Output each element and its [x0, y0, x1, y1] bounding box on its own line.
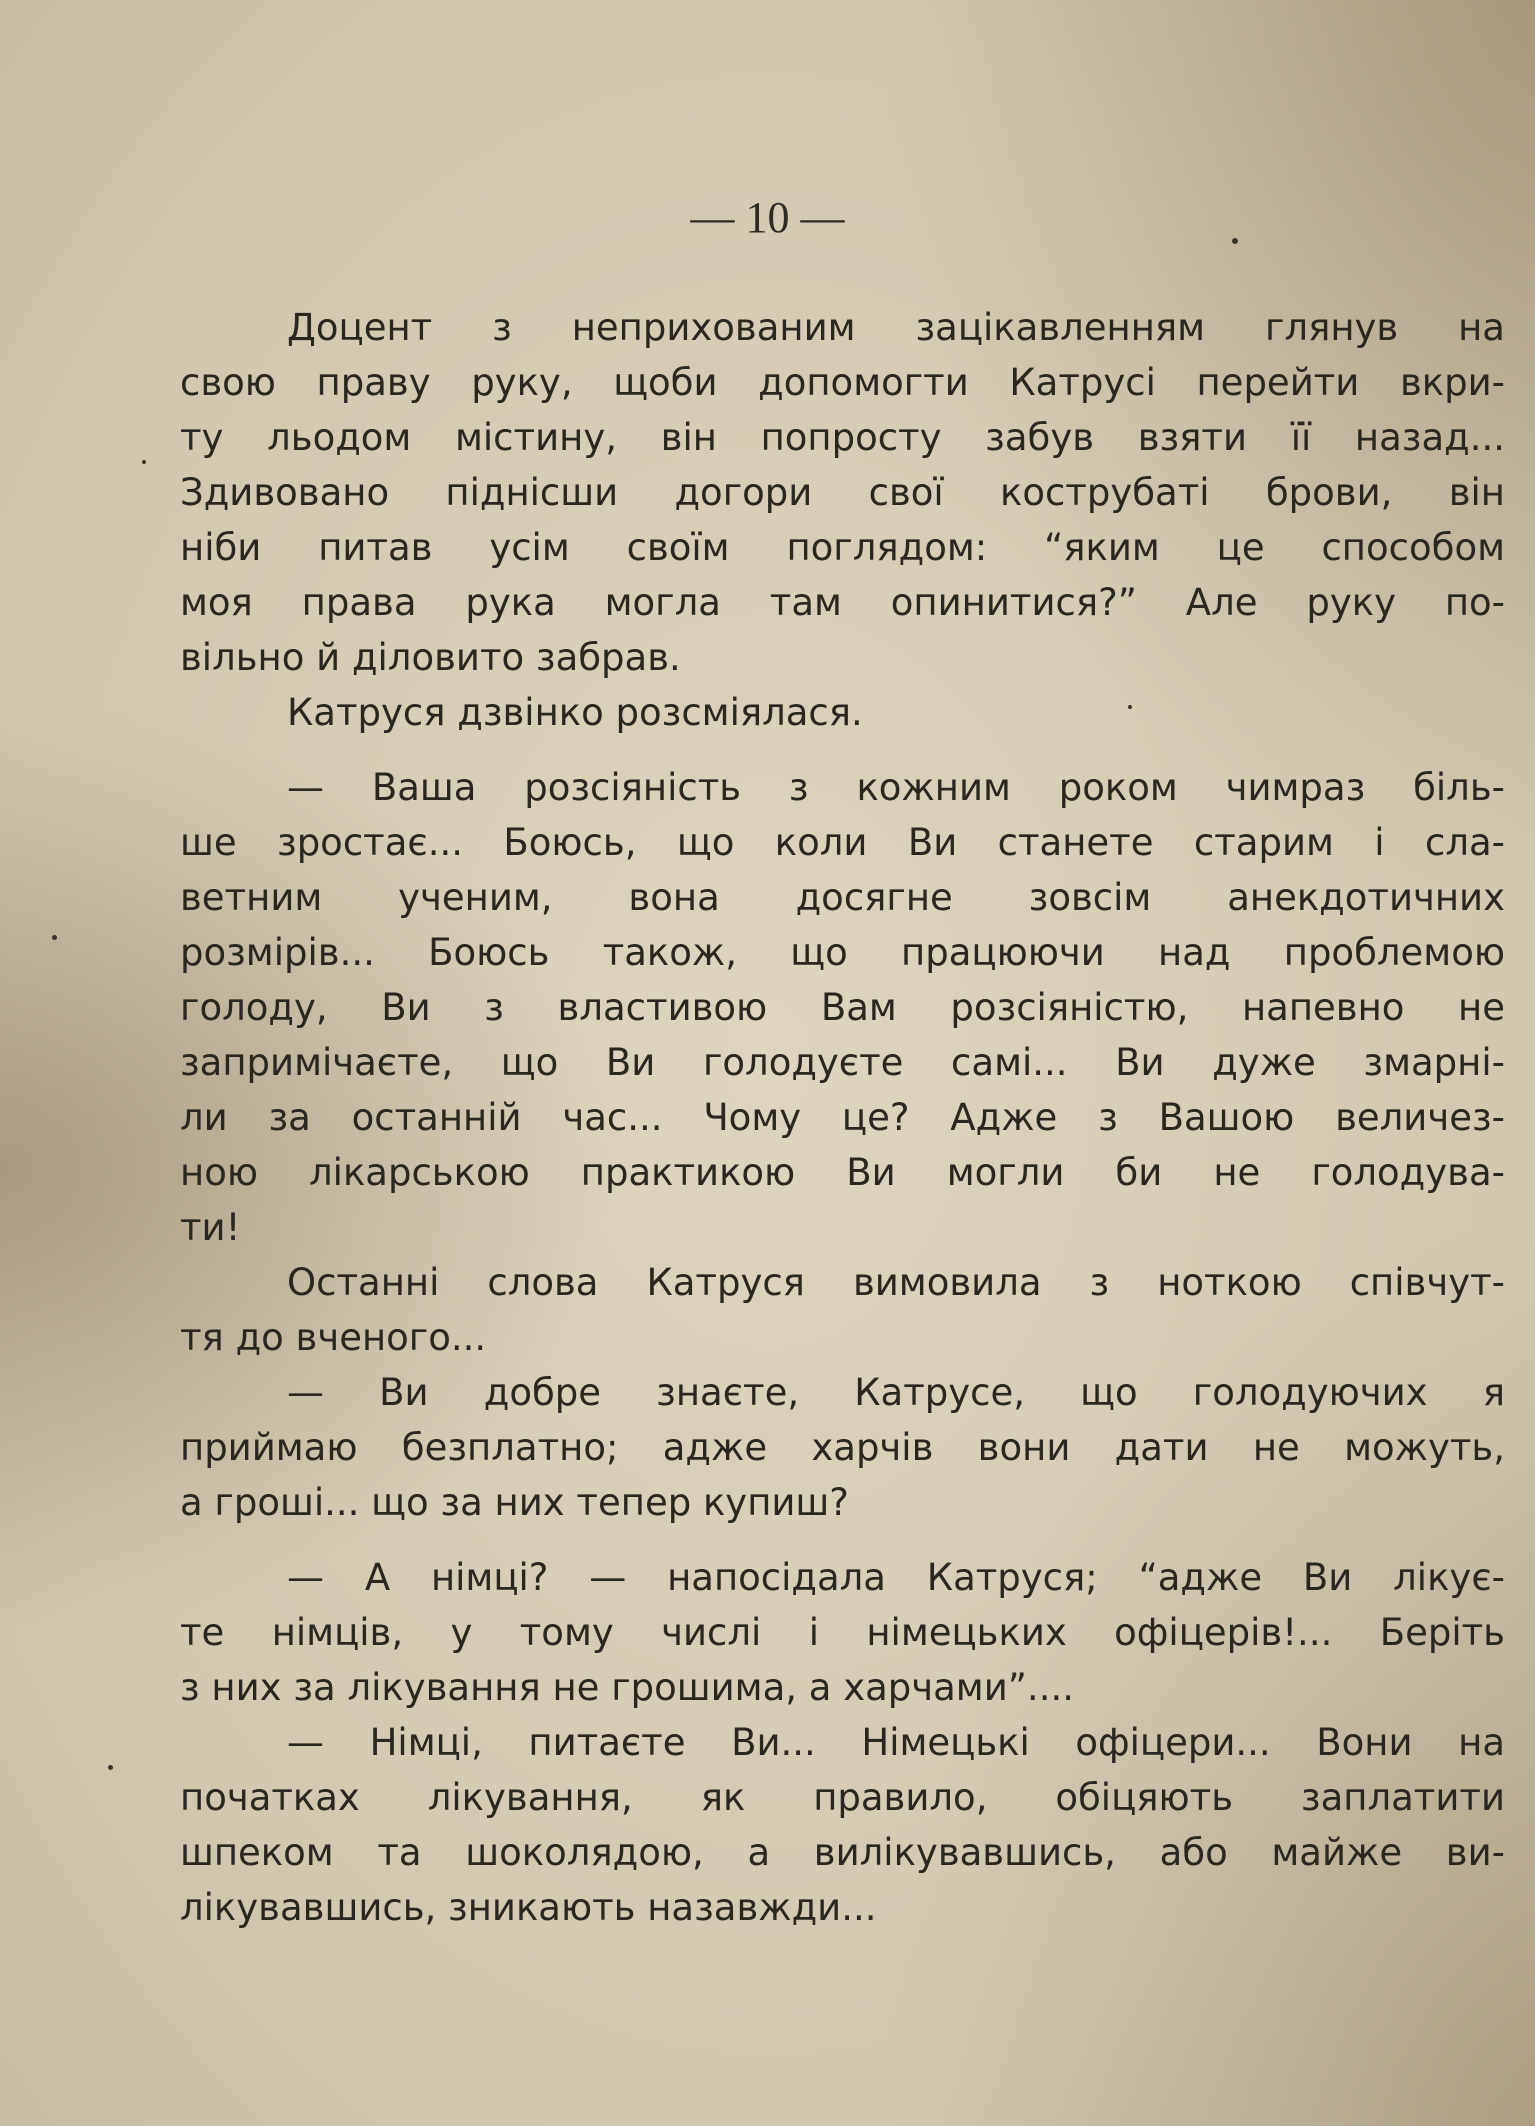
text-line: те німців, у тому числі і німецьких офіцерів!... Беріть	[180, 1611, 1505, 1654]
text-line: ли за останній час... Чому це? Адже з Вашою величез-	[180, 1096, 1505, 1139]
text-line: Катруся дзвінко розсміялася.	[287, 691, 863, 734]
text-line: — А німці? — напосідала Катруся; “адже Ви лікує-	[287, 1556, 1505, 1599]
text-line: — Німці, питаєте Ви... Німецькі офіцери... Вони на	[287, 1721, 1505, 1764]
text-line: свою праву руку, щоби допомогти Катрусі перейти вкри-	[180, 361, 1505, 404]
text-line: ше зростає... Боюсь, що коли Ви станете старим і сла-	[180, 821, 1505, 864]
text-line: — Ваша розсіяність з кожним роком чимраз біль-	[287, 766, 1505, 809]
text-line: — Ви добре знаєте, Катрусе, що голодуючих я	[287, 1371, 1505, 1414]
paper-speck	[1128, 705, 1132, 709]
text-line: а гроші... що за них тепер купиш?	[180, 1481, 849, 1524]
text-line: моя права рука могла там опинитися?” Але руку по-	[180, 581, 1505, 624]
text-line: вільно й діловито забрав.	[180, 636, 681, 679]
text-line: ти!	[180, 1206, 241, 1249]
text-line: ветним ученим, вона досягне зовсім анекдотичних	[180, 876, 1505, 919]
text-line: ною лікарською практикою Ви могли би не голодува-	[180, 1151, 1505, 1194]
text-line: голоду, Ви з властивою Вам розсіяністю, напевно не	[180, 986, 1505, 1029]
text-line: ту льодом містину, він попросту забув взяти її назад...	[180, 416, 1505, 459]
text-line: лікувавшись, зникають назавжди...	[180, 1886, 877, 1929]
paper-speck	[108, 1765, 113, 1770]
text-line: Останні слова Катруся вимовила з ноткою співчут-	[287, 1261, 1505, 1304]
text-line: ніби питав усім своїм поглядом: “яким це способом	[180, 526, 1505, 569]
page-number: — 10 —	[690, 193, 845, 242]
text-line: Доцент з неприхованим зацікавленням глянув на	[287, 306, 1505, 349]
text-line: з них за лікування не грошима, а харчами”....	[180, 1666, 1074, 1709]
text-line: приймаю безплатно; адже харчів вони дати не можуть,	[180, 1426, 1505, 1469]
text-line: шпеком та шоколядою, а вилікувавшись, або майже ви-	[180, 1831, 1505, 1874]
body-text	[180, 300, 1505, 1935]
text-line: початках лікування, як правило, обіцяють заплатити	[180, 1776, 1505, 1819]
text-line: запримічаєте, що Ви голодуєте самі... Ви дуже змарні-	[180, 1041, 1505, 1084]
text-line: розмірів... Боюсь також, що працюючи над проблемою	[180, 931, 1505, 974]
text-line: тя до вченого...	[180, 1316, 487, 1359]
paper-speck	[1232, 238, 1238, 244]
text-line: Здивовано піднісши догори свої кострубаті брови, він	[180, 471, 1505, 514]
paper-speck	[52, 935, 57, 940]
paper-speck	[142, 460, 146, 464]
